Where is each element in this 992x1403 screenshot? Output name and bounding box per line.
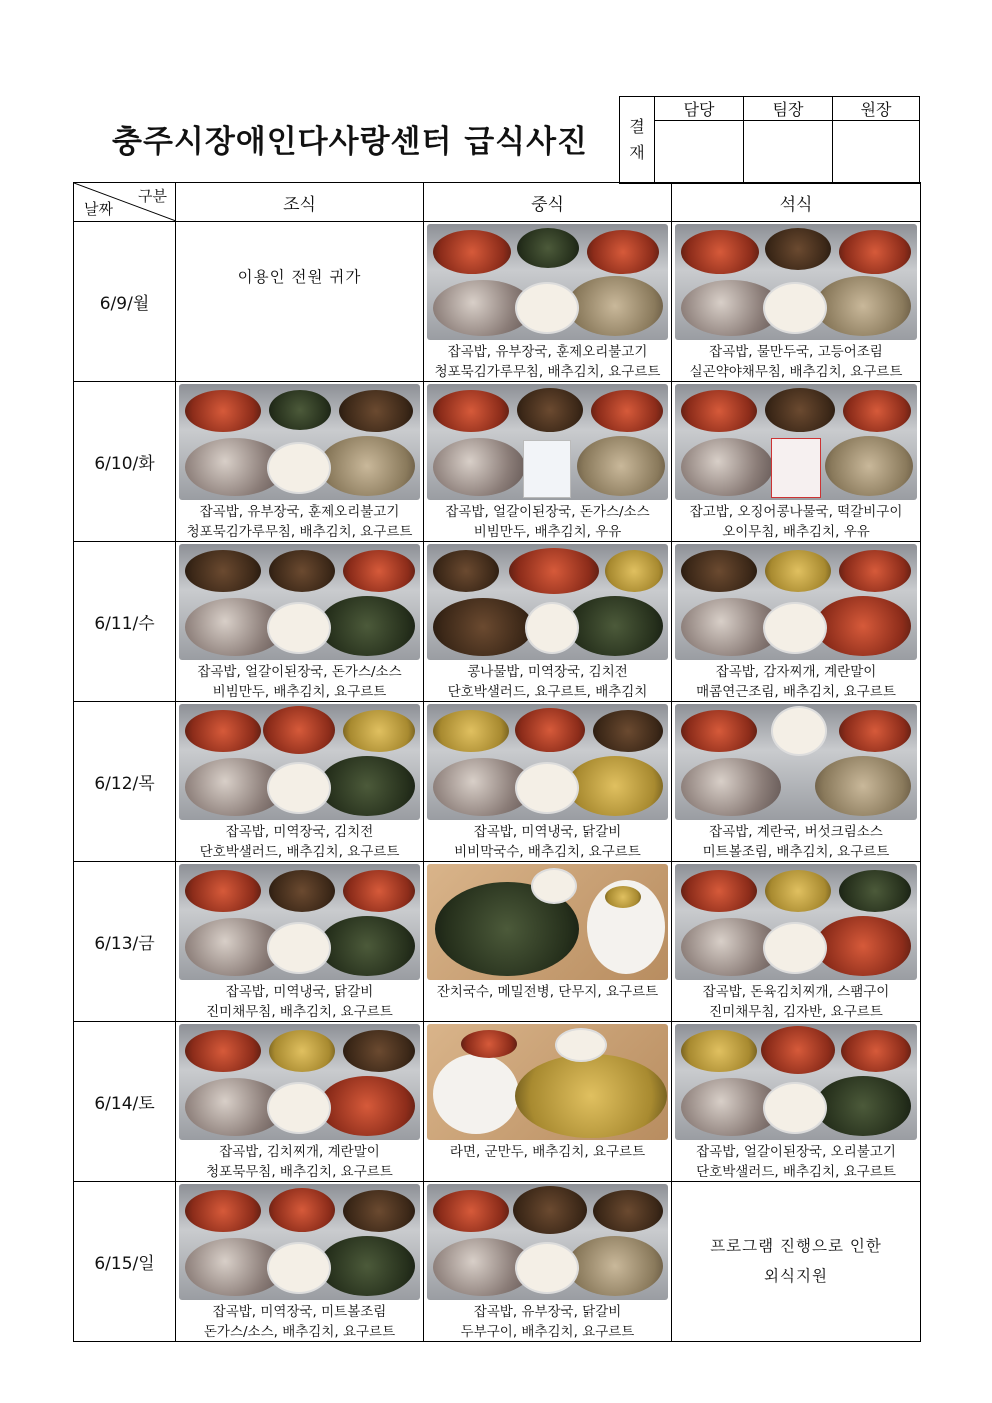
meal-photo[interactable]	[427, 1024, 668, 1140]
dinner-menu-line1: 잡곡밥, 물만두국, 고등어조림	[709, 344, 883, 360]
lunch-menu-line1: 잡곡밥, 유부장국, 훈제오리불고기	[447, 344, 648, 360]
meal-photo[interactable]	[179, 1024, 420, 1140]
meal-photo[interactable]	[427, 704, 668, 820]
meal-photo[interactable]	[427, 544, 668, 660]
dinner-note-line2: 외식지원	[764, 1267, 828, 1285]
lunch-menu-line1: 잔치국수, 메밀전병, 단무지, 요구르트	[436, 984, 659, 1000]
breakfast-menu-line2: 청포묵김가루무침, 배추김치, 요구르트	[186, 524, 413, 540]
header-category: 구분	[138, 187, 167, 205]
lunch-menu-line1: 콩나물밥, 미역장국, 김치전	[467, 664, 628, 680]
role-director: 원장	[833, 97, 920, 121]
breakfast-menu-line2: 진미채무침, 배추김치, 요구르트	[206, 1004, 393, 1020]
row-date: 6/9/월	[74, 222, 176, 382]
breakfast-menu-line2: 돈가스/소스, 배추김치, 요구르트	[203, 1324, 396, 1340]
breakfast-menu-line2: 청포묵무침, 배추김치, 요구르트	[206, 1164, 393, 1180]
meal-photo[interactable]	[675, 384, 917, 500]
table-row	[74, 1182, 921, 1342]
dinner-menu-line2: 진미채무침, 김자반, 요구르트	[709, 1004, 883, 1020]
signature-box-director[interactable]	[833, 121, 920, 184]
header-date: 날짜	[84, 200, 113, 218]
dinner-menu-line2: 단호박샐러드, 배추김치, 요구르트	[696, 1164, 896, 1180]
dinner-menu-line1: 잡곡밥, 돈육김치찌개, 스팸구이	[702, 984, 890, 1000]
breakfast-note: 이용인 전원 귀가	[237, 268, 362, 286]
dinner-cell	[672, 542, 921, 702]
lunch-menu-line2: 두부구이, 배추김치, 요구르트	[460, 1324, 635, 1340]
signature-box-team-lead[interactable]	[744, 121, 833, 184]
breakfast-cell	[176, 222, 424, 382]
header-lunch: 중식	[424, 183, 672, 222]
breakfast-menu-line1: 잡곡밥, 미역장국, 미트볼조림	[212, 1304, 387, 1320]
lunch-cell	[424, 542, 672, 702]
table-row	[74, 1022, 921, 1182]
meal-photo[interactable]	[675, 224, 917, 340]
dinner-menu-line2: 오이무침, 배추김치, 우유	[722, 524, 870, 540]
row-date: 6/11/수	[74, 542, 176, 702]
dinner-menu-line2: 미트볼조림, 배추김치, 요구르트	[702, 844, 890, 860]
approval-box	[619, 96, 920, 184]
meal-photo[interactable]	[179, 544, 420, 660]
table-row	[74, 222, 921, 382]
breakfast-cell	[176, 382, 424, 542]
meal-photo[interactable]	[675, 704, 917, 820]
meal-table	[73, 182, 921, 1342]
row-date: 6/15/일	[74, 1182, 176, 1342]
lunch-menu-line2: 비빔만두, 배추김치, 우유	[473, 524, 622, 540]
meal-photo[interactable]	[179, 384, 420, 500]
dinner-cell	[672, 382, 921, 542]
header-dinner: 석식	[672, 183, 921, 222]
lunch-menu-line2: 비비막국수, 배추김치, 요구르트	[454, 844, 641, 860]
meal-photo[interactable]	[179, 864, 420, 980]
breakfast-menu-line2: 단호박샐러드, 배추김치, 요구르트	[199, 844, 400, 860]
table-row	[74, 702, 921, 862]
lunch-menu-line2: 단호박샐러드, 요구르트, 배추김치	[447, 684, 648, 700]
breakfast-menu-line1: 잡곡밥, 김치찌개, 계란말이	[219, 1144, 380, 1160]
dinner-menu-line2: 매콤연근조림, 배추김치, 요구르트	[696, 684, 896, 700]
dinner-cell	[672, 862, 921, 1022]
meal-photo[interactable]	[427, 1184, 668, 1300]
meal-photo[interactable]	[675, 1024, 917, 1140]
signature-box-manager[interactable]	[655, 121, 744, 184]
dinner-cell	[672, 222, 921, 382]
lunch-menu-line1: 잡곡밥, 유부장국, 닭갈비	[473, 1304, 622, 1320]
row-date: 6/14/토	[74, 1022, 176, 1182]
lunch-cell	[424, 222, 672, 382]
dinner-note-line1: 프로그램 진행으로 인한	[710, 1237, 882, 1255]
meal-photo[interactable]	[427, 224, 668, 340]
meal-photo[interactable]	[427, 384, 668, 500]
header-corner	[74, 183, 176, 222]
breakfast-menu-line1: 잡곡밥, 유부장국, 훈제오리불고기	[199, 504, 400, 520]
dinner-menu-line1: 잡곡밥, 감자찌개, 계란말이	[715, 664, 877, 680]
role-manager: 담당	[655, 97, 744, 121]
breakfast-cell	[176, 1022, 424, 1182]
lunch-cell	[424, 702, 672, 862]
lunch-cell	[424, 1182, 672, 1342]
meal-photo[interactable]	[427, 864, 668, 980]
breakfast-cell	[176, 862, 424, 1022]
dinner-cell	[672, 1182, 921, 1342]
breakfast-menu-line1: 잡곡밥, 얼갈이된장국, 돈가스/소스	[197, 664, 402, 680]
dinner-menu-line1: 잡곡밥, 얼갈이된장국, 오리불고기	[696, 1144, 896, 1160]
meal-photo[interactable]	[179, 704, 420, 820]
table-row	[74, 382, 921, 542]
dinner-menu-line1: 잡곡밥, 계란국, 버섯크림소스	[709, 824, 883, 840]
role-team-lead: 팀장	[744, 97, 833, 121]
lunch-cell	[424, 862, 672, 1022]
table-row	[74, 862, 921, 1022]
lunch-menu-line2: 청포묵김가루무침, 배추김치, 요구르트	[434, 364, 661, 380]
breakfast-cell	[176, 702, 424, 862]
breakfast-cell	[176, 542, 424, 702]
breakfast-menu-line2: 비빔만두, 배추김치, 요구르트	[212, 684, 387, 700]
lunch-cell	[424, 382, 672, 542]
table-row	[74, 542, 921, 702]
dinner-menu-line1: 잡고밥, 오징어콩나물국, 떡갈비구이	[689, 504, 903, 520]
lunch-menu-line1: 잡곡밥, 미역냉국, 닭갈비	[473, 824, 622, 840]
meal-photo[interactable]	[675, 544, 917, 660]
dinner-cell	[672, 702, 921, 862]
dinner-menu-line2: 실곤약야채무침, 배추김치, 요구르트	[689, 364, 903, 380]
dinner-note	[672, 1182, 920, 1340]
dinner-cell	[672, 1022, 921, 1182]
row-date: 6/13/금	[74, 862, 176, 1022]
meal-photo[interactable]	[179, 1184, 420, 1300]
page-title: 충주시장애인다사랑센터 급식사진	[112, 124, 588, 160]
lunch-cell	[424, 1022, 672, 1182]
meal-photo[interactable]	[675, 864, 917, 980]
header-breakfast: 조식	[176, 183, 424, 222]
header-row	[74, 183, 921, 222]
row-date: 6/12/목	[74, 702, 176, 862]
breakfast-menu-line1: 잡곡밥, 미역장국, 김치전	[225, 824, 374, 840]
breakfast-menu-line1: 잡곡밥, 미역냉국, 닭갈비	[225, 984, 374, 1000]
lunch-menu-line1: 잡곡밥, 얼갈이된장국, 돈가스/소스	[445, 504, 650, 520]
lunch-menu-line1: 라면, 군만두, 배추김치, 요구르트	[449, 1144, 646, 1160]
breakfast-cell	[176, 1182, 424, 1342]
approval-label: 결 재	[620, 97, 655, 184]
row-date: 6/10/화	[74, 382, 176, 542]
